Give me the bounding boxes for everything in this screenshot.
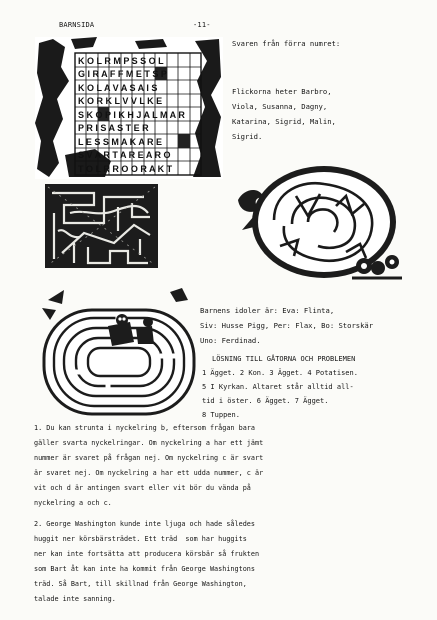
paragraph-line: talade inte sanning. — [34, 595, 116, 603]
page-header-title: BARNSIDA — [59, 21, 95, 29]
solution-line: 5 I Kyrkan. Altaret står alltid all- — [202, 383, 354, 391]
paragraph-line: huggit ner körsbärsträdet. Ett träd som har huggits — [34, 535, 247, 543]
answers-line: Sigrid. — [232, 132, 263, 141]
maze-picture-round — [234, 160, 404, 285]
crossword-row: L E S S M A K A R E — [78, 137, 163, 147]
paragraph-line: gäller svarta nyckelringar. Om nyckelring a har ett jämt — [34, 439, 264, 447]
crossword-row: S K O P I K H J A L M A R — [78, 110, 185, 120]
paragraph-line: nyckelring a och c. — [34, 499, 112, 507]
answers-line: Katarina, Sigrid, Malin, — [232, 117, 336, 126]
paragraph-line: som Bart åt kan inte ha kommit från George Washingtons — [34, 565, 255, 573]
crossword-row: K O R K L V V L K E — [78, 96, 163, 106]
solution-title: LÖSNING TILL GÅTORNA OCH PROBLEMEN — [212, 355, 356, 363]
paragraph-line: är svaret nej. Om nyckelring a har ett udda nummer, c är — [34, 469, 264, 477]
idols-line: Uno: Ferdinad. — [200, 336, 261, 345]
crossword-row: K O L A V A S A I S — [78, 83, 158, 93]
maze-picture-rectangular — [44, 183, 159, 269]
paragraph-line: 1. Du kan strunta i nyckelring b, eftersom frågan bara — [34, 424, 255, 432]
crossword-illustration — [35, 37, 223, 179]
paragraph-line: vit och d är antingen svart eller vit bör du vända på — [34, 484, 251, 492]
paragraph-line: nummer är svaret på frågan nej. Om nyckelring c är svart — [34, 454, 264, 462]
solution-line: 1 Ägget. 2 Kon. 3 Ägget. 4 Potatisen. — [202, 369, 358, 377]
paragraph-line: träd. Så Bart, till skillnad från George Washington, — [34, 580, 247, 588]
idols-line: Barnens idoler är: Eva: Flinta, — [200, 306, 335, 315]
page-number: -11- — [193, 21, 211, 29]
crossword-row: T O L R R O O R A K T — [78, 164, 173, 174]
paragraph-line: ner kan inte fortsätta att producera körsbär så frukten — [34, 550, 260, 558]
crossword-row: S V A R T A R E A R O — [78, 150, 171, 160]
crossword-row: K O L R M P S S O L — [78, 56, 164, 66]
solution-line: 8 Tuppen. — [202, 411, 240, 419]
answers-title: Svaren från förra numret: — [232, 39, 341, 48]
crossword-figure — [35, 37, 223, 179]
paragraph-line: 2. George Washington kunde inte ljuga och hade således — [34, 520, 255, 528]
answers-line: Viola, Susanna, Dagny, — [232, 102, 328, 111]
crossword-row: G I R A F F M E T S P — [78, 69, 167, 79]
idols-line: Siv: Husse Pigg, Per: Flax, Bo: Storskär — [200, 321, 374, 330]
maze-picture-spiral — [38, 286, 198, 418]
crossword-row: P R I S A S T E R — [78, 123, 149, 133]
solution-line: tid i öster. 6 Ägget. 7 Ägget. — [202, 397, 329, 405]
answers-line: Flickorna heter Barbro, — [232, 87, 332, 96]
